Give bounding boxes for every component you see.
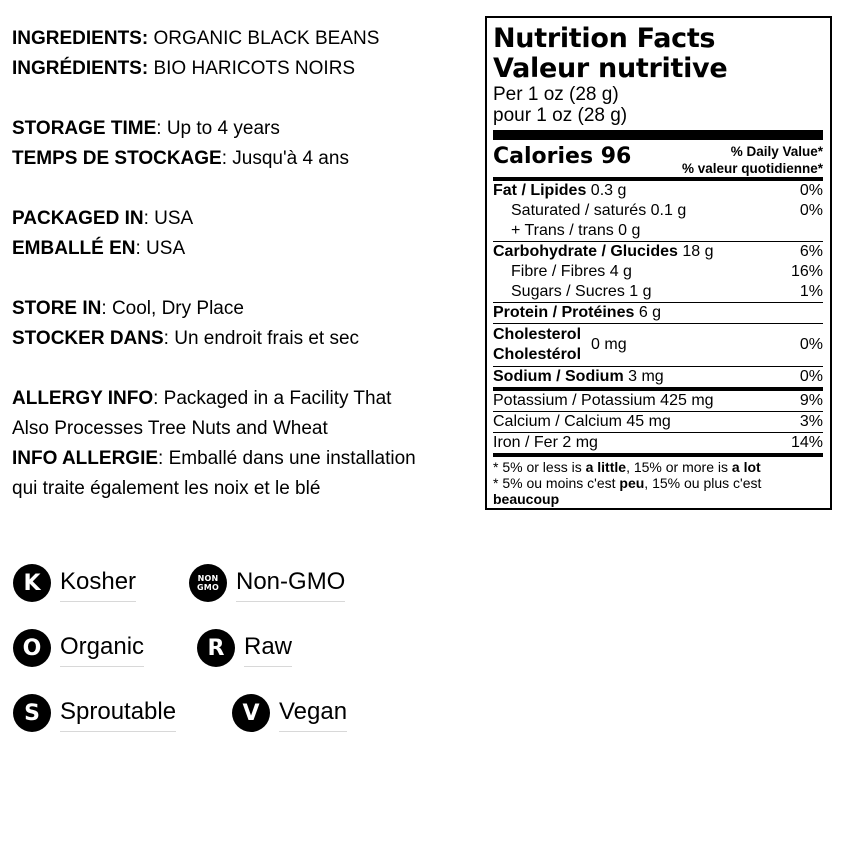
saturated-row: Saturated / saturés 0.1 g 0% <box>511 202 823 219</box>
nutrition-facts-table <box>485 16 832 510</box>
nutrition-title-en: Nutrition Facts <box>493 23 716 54</box>
badge-vegan <box>232 693 347 733</box>
badge-label: Organic <box>60 630 144 667</box>
calories: Calories 96 <box>493 144 632 169</box>
info-line: INFO ALLERGIE: Emballé dans une installation <box>12 448 416 469</box>
ingredients-group <box>12 24 482 84</box>
badge-row <box>13 563 433 628</box>
badge-organic <box>13 628 144 668</box>
divider <box>493 130 823 140</box>
store-in-group <box>12 294 482 354</box>
sodium-row: Sodium / Sodium 3 mg 0% <box>493 368 823 385</box>
calcium-row: Calcium / Calcium 45 mg 3% <box>493 413 823 430</box>
daily-value-header: % Daily Value* % valeur quotidienne* <box>681 144 823 176</box>
badge-label: Kosher <box>60 565 136 602</box>
serving-size-en: Per 1 oz (28 g) <box>493 84 619 105</box>
carbohydrate-row: Carbohydrate / Glucides 18 g 6% <box>493 243 823 260</box>
badge-label: Vegan <box>279 695 347 732</box>
vegan-icon: V <box>232 694 270 732</box>
info-line: STOCKER DANS: Un endroit frais et sec <box>12 328 360 349</box>
storage-time-group <box>12 114 482 174</box>
info-line: STORAGE TIME: Up to 4 years <box>12 118 280 139</box>
badge-row <box>13 628 433 693</box>
info-line: Also Processes Tree Nuts and Wheat <box>12 418 328 439</box>
serving-size-fr: pour 1 oz (28 g) <box>493 105 628 126</box>
product-info <box>12 24 482 504</box>
non-gmo-icon: NON GMO <box>189 564 227 602</box>
organic-icon: O <box>13 629 51 667</box>
allergy-group <box>12 384 482 504</box>
badge-raw <box>197 628 292 668</box>
packaged-in-group <box>12 204 482 264</box>
potassium-row: Potassium / Potassium 425 mg 9% <box>493 392 823 409</box>
raw-icon: R <box>197 629 235 667</box>
sproutable-icon: S <box>13 694 51 732</box>
kosher-icon: K <box>13 564 51 602</box>
trans-row: + Trans / trans 0 g <box>511 222 641 239</box>
badge-label: Sproutable <box>60 695 176 732</box>
badge-sproutable <box>13 693 176 733</box>
info-line: PACKAGED IN: USA <box>12 208 194 229</box>
nutrition-title-fr: Valeur nutritive <box>493 53 728 84</box>
badge-label: Non-GMO <box>236 565 345 602</box>
badge-kosher <box>13 563 136 603</box>
badge-row <box>13 693 433 758</box>
footnote: * 5% or less is a little, 15% or more is a lot * 5% ou moins c'est peu, 15% ou plus c'est beaucoup <box>493 459 762 507</box>
cholesterol-row: Cholesterol Cholestérol 0 mg 0% <box>493 326 823 363</box>
badge-non-gmo <box>189 563 345 603</box>
info-line: INGREDIENTS: ORGANIC BLACK BEANS <box>12 28 380 49</box>
info-line: EMBALLÉ EN: USA <box>12 238 186 259</box>
certification-badges <box>13 563 433 758</box>
info-line: ALLERGY INFO: Packaged in a Facility That <box>12 388 392 409</box>
info-line: INGRÉDIENTS: BIO HARICOTS NOIRS <box>12 58 356 79</box>
fat-row: Fat / Lipides 0.3 g 0% <box>493 182 823 199</box>
calories-row <box>493 140 823 177</box>
info-line: TEMPS DE STOCKAGE: Jusqu'à 4 ans <box>12 148 349 169</box>
info-line: STORE IN: Cool, Dry Place <box>12 298 244 319</box>
sugars-row: Sugars / Sucres 1 g 1% <box>511 283 823 300</box>
info-line: qui traite également les noix et le blé <box>12 478 321 499</box>
fibre-row: Fibre / Fibres 4 g 16% <box>511 263 823 280</box>
iron-row: Iron / Fer 2 mg 14% <box>493 434 823 451</box>
badge-label: Raw <box>244 630 292 667</box>
protein-row: Protein / Protéines 6 g <box>493 304 662 321</box>
